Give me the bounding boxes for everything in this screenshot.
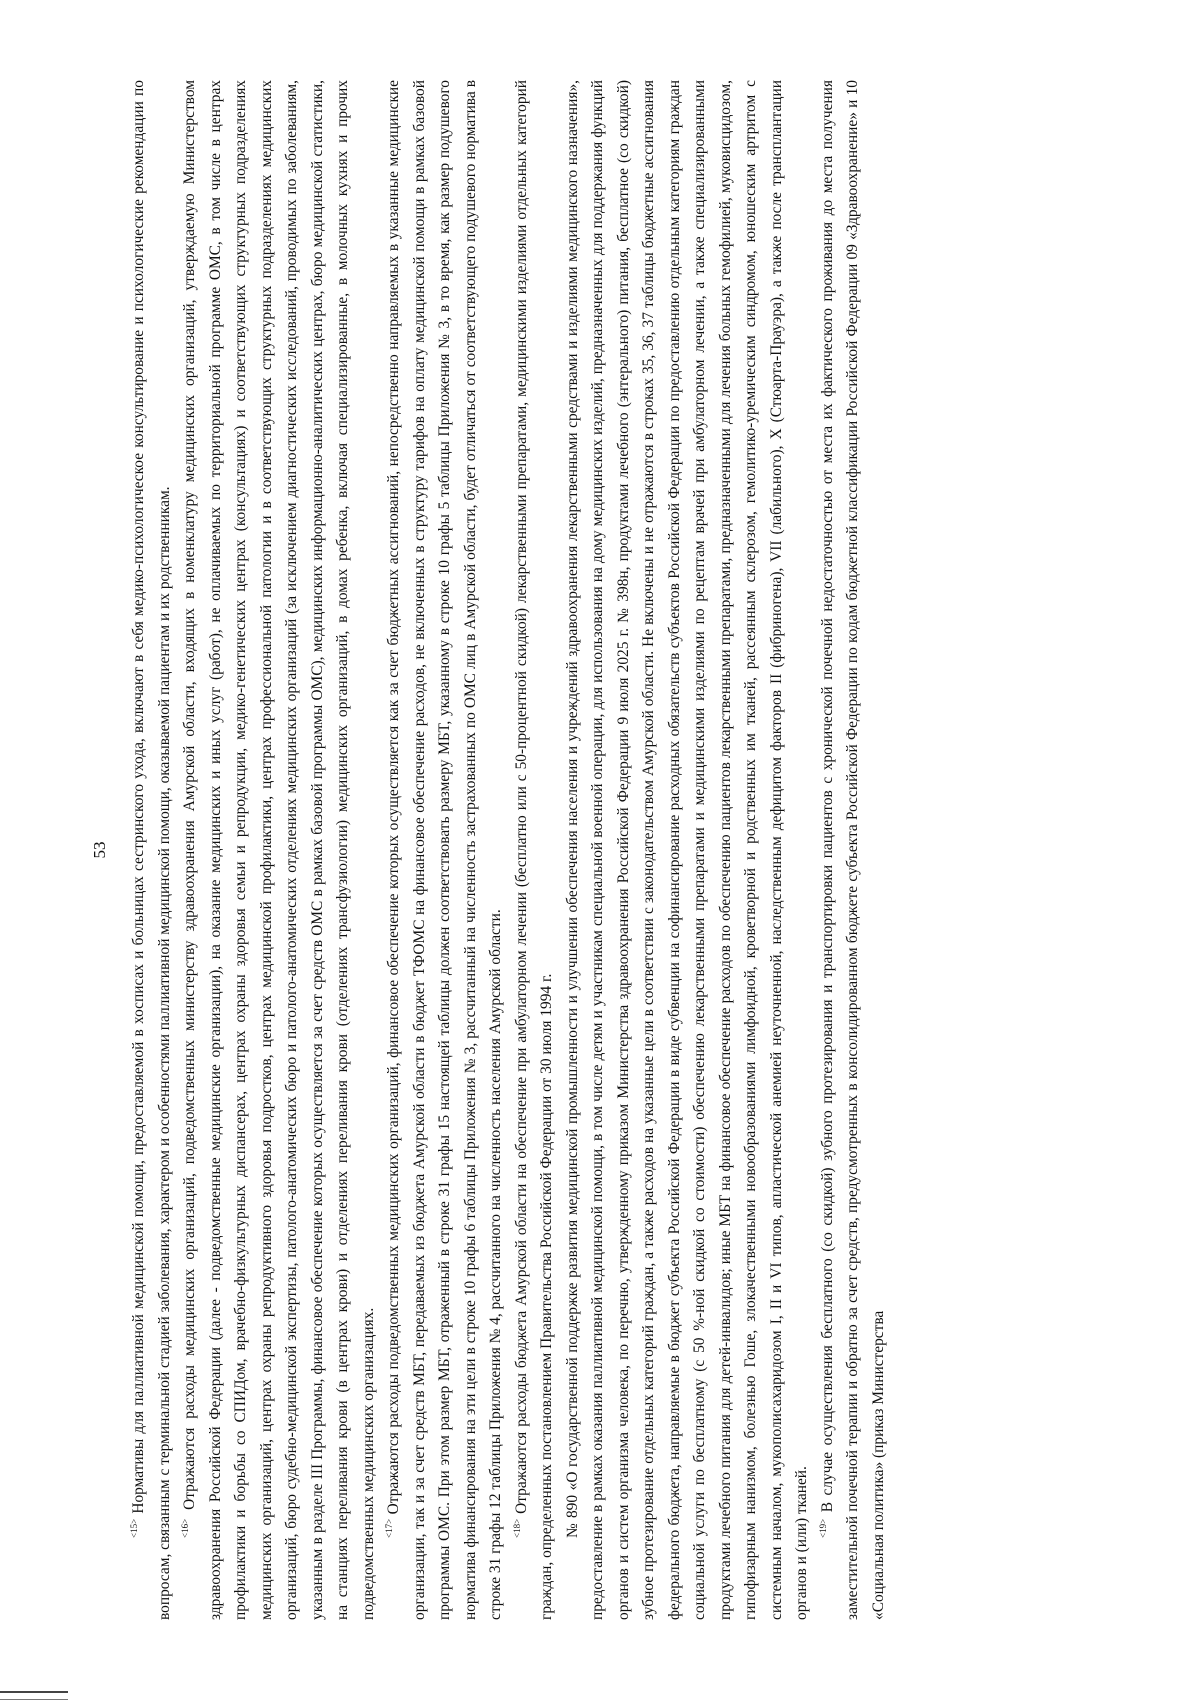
scan-edge-mark [0, 1691, 68, 1700]
footnote-marker: <17> [384, 1518, 394, 1538]
footnotes-body [126, 80, 891, 1620]
footnote-marker: <18> [511, 1518, 522, 1538]
rotated-text-frame [90, 80, 1100, 1620]
footnote-paragraph-p15 [126, 80, 177, 1620]
footnote-text: Отражаются расходы подведомственных медицинских организаций, финансовое обеспечение которых осуществляется как за счет бюджетных ассигнований, непосредственно направляемых в указанные медицинские организации, так и за счет средств МБТ, передаваемых из бюджета Амурской области в бюджет ТФОМС на финансовое обеспечение расходов, не включенных в структуру тарифов на оплату медицинской помощи в рамках базовой программы ОМС. При этом размер МБТ, отраженный в строке 31 графы 15 настоящей таблицы должен соответствовать размеру МБТ, указанному в строке 10 графы 5 таблицы Приложения № 3, в то время, как размер подушевого норматива финансирования на эти цели в строке 10 графы 6 таблицы Приложения № 3, рассчитанный на численность застрахованных по ОМС лиц в Амурской области, будет отличаться от соответствующего подушевого норматива в строке 31 графы 12 таблицы Приложения № 4, рассчитанного на численность населения Амурской области. [385, 80, 504, 1620]
footnote-text: Нормативы для паллиативной медицинской помощи, предоставляемой в хосписах и больницах сестринского ухода, включают в себя медико-психологическое консультирование и психологические рекомендации по вопросам, связанным с терминальной стадией заболевания, характером и особенностями паллиативной медицинской помощи, оказываемой пациентам и их родственникам. [130, 80, 173, 1620]
footnote-text: № 890 «О государственной поддержке развития медицинской промышленности и улучшении обеспечения населения и учреждений здравоохранения лекарственными средствами и изделиями медицинского назначения», предоставление в рамках оказания паллиативной медицинской помощи, в том числе детям и участникам специальной военной операции, для использования на дому медицинских изделий, предназначенных для поддержания функций органов и систем организма человека, по перечню, утвержденному приказом Министерства здравоохранения Российской Федерации 9 июля 2025 г. № 398н, продуктами лечебного (энтерального) питания, бесплатное (со скидкой) зубное протезирование отдельных категорий граждан, а также расходов на указанные цели в соответствии с законодательством Амурской области. Не включены и не отражаются в строках 35, 36, 37 таблицы бюджетные ассигнования федерального бюджета, направляемые в бюджет субъекта Российской Федерации в виде субвенции на софинансирование расходных обязательств субъектов Российской Федерации по предоставлению отдельным категориям граждан социальной услуги по бесплатному (с 50 %-ной скидкой со стоимости) обеспечению лекарственными препаратами и медицинскими изделиями по рецептам врачей при амбулаторном лечении, а также специализированными продуктами лечебного питания для детей-инвалидов; иные МБТ на финансовое обеспечение расходов по обеспечению пациентов лекарственными препаратами, предназначенными для лечения больных гемофилией, муковисцидозом, гипофизарным нанизмом, болезнью Гоше, злокачественными новообразованиями лимфоидной, кроветворной и родственных им тканей, рассеянным склерозом, гемолитико-уремическим синдромом, юношеским артритом с системным началом, мукополисахаридозом I, II и VI типов, апластической анемией неуточненной, наследственным дефицитом факторов II (фибриногена), VII (лабильного), X (Стюарта-Прауэра), а также после трансплантации органов и (или) тканей. [563, 80, 810, 1620]
page-number: 53 [90, 841, 109, 859]
footnote-paragraph-p18 [509, 80, 560, 1620]
footnote-paragraph-p16 [177, 80, 381, 1620]
footnote-text: Отражаются расходы бюджета Амурской области на обеспечение при амбулаторном лечении (бесплатно или с 50-процентной скидкой) лекарственными препаратами, медицинскими изделиями отдельных категорий граждан, определенных постановлением Правительства Российской Федерации от 30 июля 1994 г. [512, 80, 555, 1620]
footnote-marker: <15> [129, 1518, 139, 1538]
footnote-marker: <16> [180, 1518, 190, 1538]
footnote-text: В случае осуществления бесплатного (со скидкой) зубного протезирования и транспортировки пациентов с хронической почечной недостаточностью от места их фактического проживания до места получения заместительной почечной терапии и обратно за счет средств, предусмотренных в консолидированном бюджете субъекта Российской Федерации по кодам бюджетной классификации Российской Федерации 09 «Здравоохранение» и 10 «Социальная политика» (приказ Министерства [818, 80, 887, 1620]
footnote-paragraph-p19 [815, 80, 892, 1620]
footnote-paragraph-p18b [560, 80, 815, 1620]
footnote-text: Отражаются расходы медицинских организаций, подведомственных министерству здравоохранения Амурской области, входящих в номенклатуру медицинских организаций, утверждаемую Министерством здравоохранения Российской Федерации (далее - подведомственные медицинские организации), на оказание медицинских и иных услуг (работ), не оплачиваемых по территориальной программе ОМС, в том числе в центрах профилактики и борьбы со СПИДом, врачебно-физкультурных диспансерах, центрах охраны здоровья семьи и репродукции, медико-генетических центрах (консультациях) и соответствующих структурных подразделениях медицинских организаций, центрах охраны репродуктивного здоровья подростков, центрах медицинской профилактики, центрах профессиональной патологии и в соответствующих структурных подразделениях медицинских организаций, бюро судебно-медицинской экспертизы, патолого-анатомических бюро и патолого-анатомических отделениях медицинских организаций (за исключением диагностических исследований, проводимых по заболеваниям, указанным в разделе III Программы, финансовое обеспечение которых осуществляется за счет средств ОМС в рамках базовой программы ОМС), медицинских информационно-аналитических центрах, бюро медицинской статистики, на станциях переливания крови (в центрах крови) и отделениях переливания крови (отделениях трансфузиологии) медицинских организаций, в домах ребенка, включая специализированные, в молочных кухнях и прочих подведомственных медицинских организациях. [181, 80, 377, 1620]
footnote-marker: <19> [817, 1518, 828, 1538]
footnote-paragraph-p17 [381, 80, 509, 1620]
